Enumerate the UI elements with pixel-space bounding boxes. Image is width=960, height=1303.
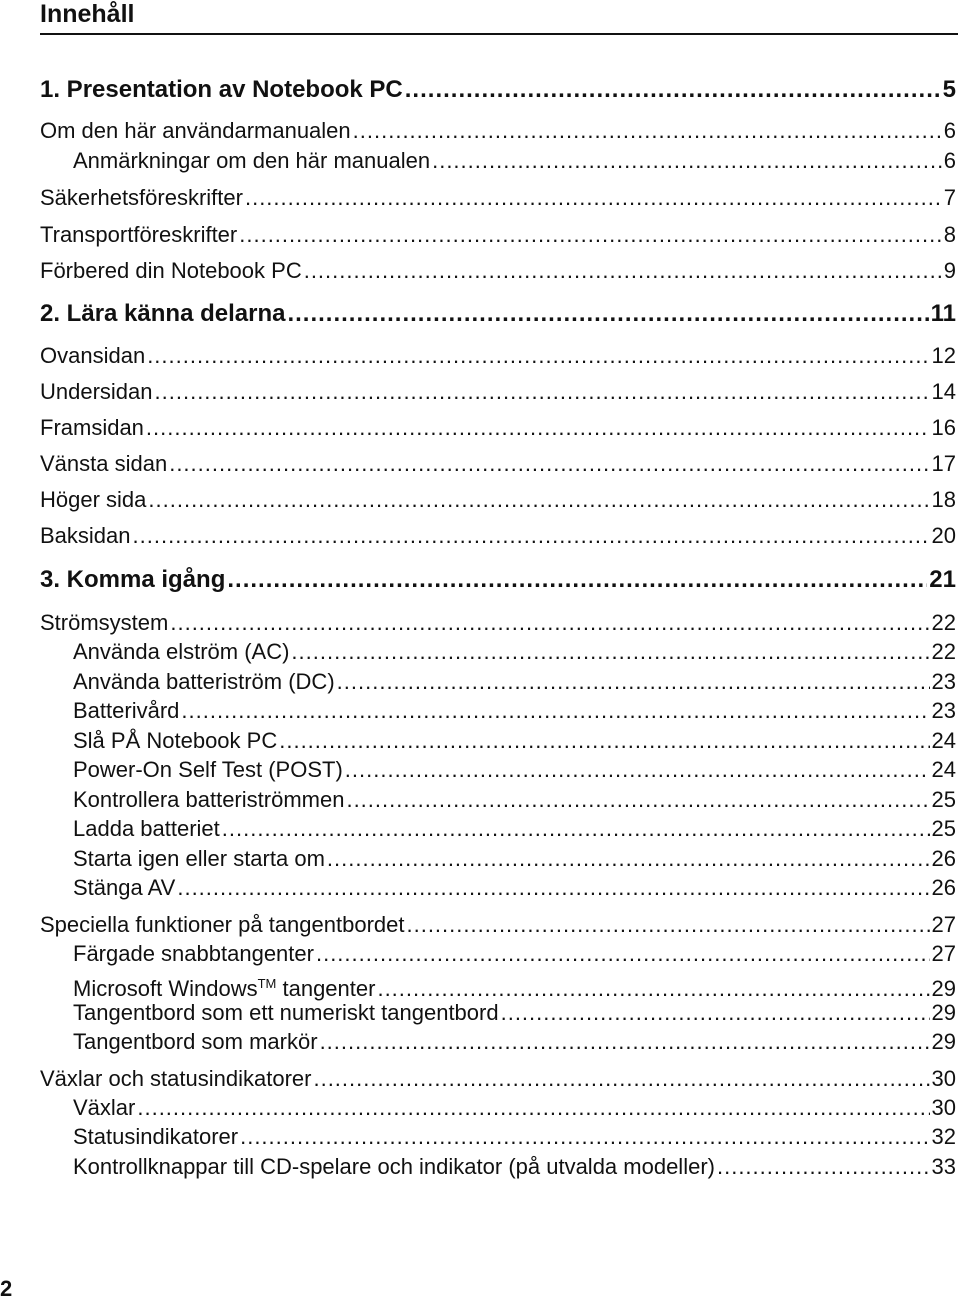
toc-entry-page-number: 29 [931,1029,956,1054]
toc-entry-title: Ladda batteriet [73,816,220,841]
toc-entry[interactable] [73,668,956,696]
toc-entry-title: Baksidan [40,523,131,548]
toc-entry[interactable] [40,184,956,212]
toc-entry-label [73,1153,715,1181]
dot-leader [279,727,929,755]
dot-leader [240,1123,929,1151]
toc-entry-page-number: 32 [931,1124,956,1149]
toc-entry-label [73,815,220,843]
toc-entry-page-number: 33 [931,1154,956,1179]
dot-leader [432,147,942,175]
toc-entry-label [40,609,168,637]
toc-entry-title: Transportföreskrifter [40,222,238,247]
toc-entry-label [73,940,314,968]
toc-entry-page-number: 24 [931,757,956,782]
toc-entry-page-number: 30 [931,1095,956,1120]
toc-entry-title: Starta igen eller starta om [73,846,325,871]
toc-entry-title: Power-On Self Test (POST) [73,757,343,782]
toc-entry-title: Batterivård [73,698,180,723]
toc-entry[interactable] [73,1094,956,1122]
toc-entry-label [40,342,145,370]
toc-entry-title: Växlar och statusindikatorer [40,1066,312,1091]
toc-entry[interactable] [73,815,956,843]
toc-entry-title: 3. Komma igång [40,566,226,593]
toc-entry-title: Statusindikatorer [73,1124,239,1149]
toc-entry-label [40,522,131,550]
toc-entry-page-number: 6 [943,148,956,173]
toc-entry-title: Säkerhetsföreskrifter [40,185,243,210]
dot-leader [133,522,930,550]
toc-entry-page-number: 9 [943,258,956,283]
toc-entry-title: Kontrollknappar till CD-spelare och indikator (på utvalda modeller) [73,1154,715,1179]
dot-leader [316,940,930,968]
toc-entry-page-number: 23 [931,698,956,723]
dot-leader [304,257,942,285]
dot-leader [147,342,929,370]
toc-entry-label [73,697,179,725]
toc-entry-page-number: 27 [931,941,956,966]
dot-leader [239,221,942,249]
dot-leader [170,609,929,637]
toc-entry[interactable] [40,378,956,406]
toc-entry-page-number: 18 [931,487,956,512]
toc-entry-title: Anmärkningar om den här manualen [73,148,431,173]
toc-entry-page-number: 5 [942,76,956,103]
toc-entry-label [73,147,430,175]
toc-entry[interactable] [40,609,956,637]
toc-entry-title: Slå PÅ Notebook PC [73,728,278,753]
toc-chapter-entry[interactable] [40,566,956,594]
toc-entry-page-number: 14 [931,379,956,404]
toc-entry-label [40,184,243,212]
toc-entry-title: Tangentbord som markör [73,1029,318,1054]
dot-leader [313,1065,929,1093]
toc-entry-title: 2. Lära känna delarna [40,300,286,327]
dot-leader [181,697,929,725]
toc-entry-label [40,378,153,406]
dot-leader [137,1094,929,1122]
toc-entry-label [73,638,289,666]
dot-leader [169,450,929,478]
toc-entry-label [40,450,167,478]
toc-entry-page-number: 12 [931,343,956,368]
dot-leader [353,117,942,145]
dot-leader [291,638,929,666]
dot-leader [327,845,930,873]
dot-leader [155,378,930,406]
toc-entry[interactable] [40,342,956,370]
toc-entry-page-number: 24 [931,728,956,753]
toc-entry[interactable] [73,845,956,873]
toc-entry-label [73,786,344,814]
toc-entry-page-number: 26 [931,875,956,900]
toc-entry-label [73,1028,318,1056]
toc-entry-label [40,911,404,939]
toc-entry-page-number: 22 [931,639,956,664]
dot-leader [405,76,941,104]
toc-entry-title: Använda batteriström (DC) [73,669,335,694]
toc-entry-title: Speciella funktioner på tangentbordet [40,912,405,937]
toc-entry[interactable] [73,970,956,1001]
toc-entry-label [40,257,302,285]
toc-entry-page-number: 22 [931,610,956,635]
toc-entry-label [73,668,335,696]
toc-entry-page-number: 26 [931,846,956,871]
toc-entry-label [73,999,499,1027]
toc-entry-title: Kontrollera batteriströmmen [73,787,345,812]
toc-entry-page-number: 7 [943,185,956,210]
toc-entry-page-number: 21 [929,566,956,593]
toc-entry[interactable] [73,147,956,175]
toc-entry-page-number: 8 [943,222,956,247]
dot-leader [245,184,942,212]
toc-entry[interactable] [73,940,956,968]
toc-entry-page-number: 29 [931,976,956,1001]
toc-entry-title: Tangentbord som ett numeriskt tangentbord [73,1000,499,1025]
dot-leader [146,414,930,442]
toc-entry[interactable] [73,1028,956,1056]
toc-chapter-entry[interactable] [40,300,956,328]
toc-entry[interactable] [73,999,956,1027]
dot-leader [320,1028,930,1056]
toc-entry[interactable] [73,638,956,666]
dot-leader [177,874,929,902]
page-title: Innehåll [40,0,135,28]
toc-entry[interactable] [40,414,956,442]
page-number: 2 [0,1276,13,1301]
toc-entry-title-suffix: tangenter [276,976,376,1001]
trademark-superscript: TM [257,976,277,991]
toc-entry[interactable] [40,221,956,249]
toc-entry[interactable] [73,727,956,755]
toc-entry[interactable] [40,257,956,285]
toc-entry[interactable] [73,1123,956,1151]
toc-entry-page-number: 20 [931,523,956,548]
dot-leader [227,566,927,594]
toc-entry[interactable] [40,486,956,514]
toc-entry-page-number: 17 [931,451,956,476]
toc-entry-page-number: 29 [931,1000,956,1025]
toc-entry-label [73,874,175,902]
toc-entry-title: Växlar [73,1095,136,1120]
dot-leader [287,300,928,328]
toc-entry-label [73,845,325,873]
dot-leader [345,756,930,784]
toc-entry[interactable] [40,117,956,145]
toc-entry[interactable] [40,1065,956,1093]
toc-entry-label [40,300,285,328]
toc-entry[interactable] [73,874,956,902]
toc-entry[interactable] [40,522,956,550]
toc-entry[interactable] [73,786,956,814]
toc-entry-title: Höger sida [40,487,147,512]
toc-entry-label [73,1094,135,1122]
toc-entry-page-number: 25 [931,816,956,841]
toc-entry-title: 1. Presentation av Notebook PC [40,76,403,103]
toc-entry-title: Om den här användarmanualen [40,118,351,143]
dot-leader [717,1153,930,1181]
toc-entry-label [40,1065,311,1093]
toc-entry-title: Microsoft Windows [73,976,258,1001]
toc-entry[interactable] [40,911,956,939]
toc-entry-page-number: 11 [930,300,956,327]
toc-entry-title: Använda elström (AC) [73,639,290,664]
toc-entry-label [40,414,144,442]
toc-entry-title: Färgade snabbtangenter [73,941,314,966]
dot-leader [346,786,929,814]
dot-leader [148,486,929,514]
toc-entry-label [40,117,351,145]
dot-leader [406,911,929,939]
toc-entry-title: Framsidan [40,415,144,440]
toc-entry-title: Strömsystem [40,610,169,635]
toc-entry-page-number: 30 [931,1066,956,1091]
toc-chapter-entry[interactable] [40,76,956,104]
toc-entry[interactable] [73,1153,956,1181]
toc-entry-label [40,566,225,594]
toc-entry-title: Stänga AV [73,875,176,900]
toc-entry-label [73,727,277,755]
toc-entry-page-number: 16 [931,415,956,440]
dot-leader [501,999,930,1027]
toc-entry[interactable] [73,756,956,784]
toc-entry-label [40,76,403,104]
toc-entry-page-number: 6 [943,118,956,143]
toc-entry-label [73,1123,238,1151]
toc-entry-page-number: 27 [931,912,956,937]
toc-entry-label [73,756,343,784]
toc-entry-label [40,221,237,249]
toc-entry-title: Ovansidan [40,343,146,368]
toc-entry-page-number: 25 [931,787,956,812]
toc-entry-title: Undersidan [40,379,153,404]
dot-leader [222,815,930,843]
toc-entry-title: Förbered din Notebook PC [40,258,302,283]
toc-entry-title: Vänsta sidan [40,451,168,476]
toc-entry[interactable] [40,450,956,478]
toc-entry[interactable] [73,697,956,725]
toc-entry-label [40,486,146,514]
dot-leader [337,668,930,696]
toc-entry-page-number: 23 [931,669,956,694]
